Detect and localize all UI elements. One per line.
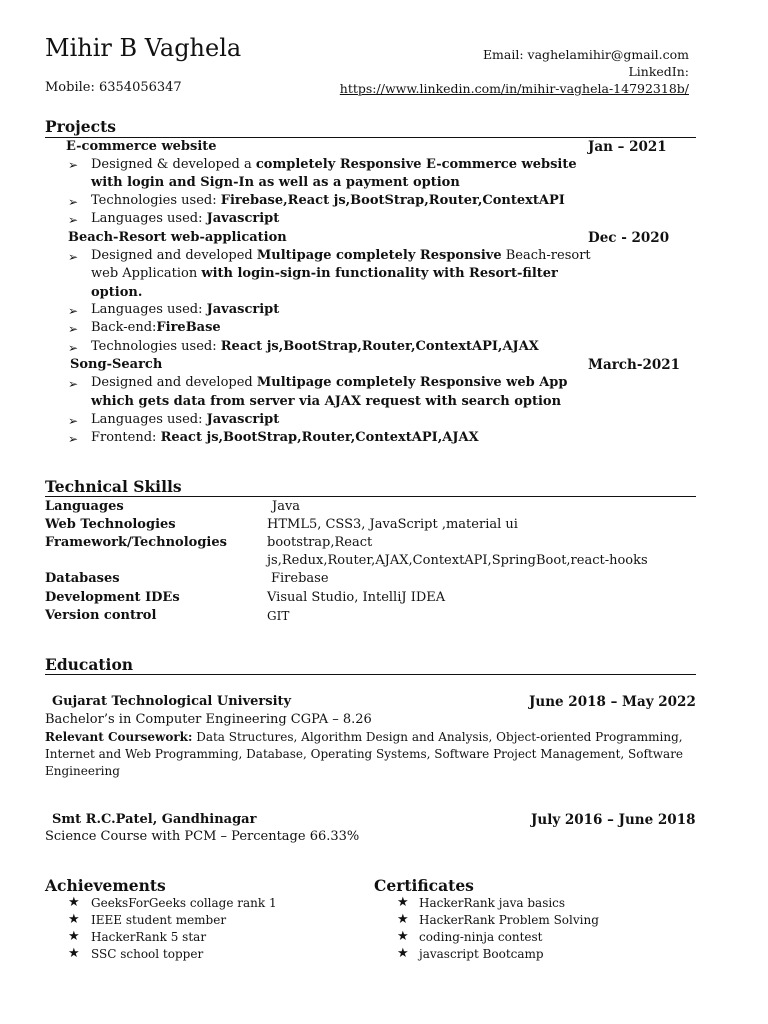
school-name: Gujarat Technological University [52,694,292,709]
achievement-item: SSC school topper [91,947,204,961]
star-bullet-icon: ★ [397,929,409,944]
projects-divider [45,137,696,138]
project-bullet-cont: web Application with login-sign-in functionality with Resort-filter [91,266,558,281]
star-bullet-icon: ★ [397,895,409,910]
coursework-line: Internet and Web Programming, Database, Operating Systems, Software Project Management, Software [45,747,684,761]
mobile-number: Mobile: 6354056347 [45,80,182,95]
star-bullet-icon: ★ [68,912,80,927]
skill-value: Visual Studio, IntelliJ IDEA [267,590,446,605]
arrow-bullet-icon: ➢ [68,304,79,318]
skill-value: Java [272,499,301,514]
arrow-bullet-icon: ➢ [68,158,79,172]
skill-value: js,Redux,Router,AJAX,ContextAPI,SpringBoot,react-hooks [267,553,648,568]
arrow-bullet-icon: ➢ [68,195,79,209]
star-bullet-icon: ★ [397,946,409,961]
course: Science Course with PCM – Percentage 66.33% [45,829,360,844]
achievement-item: HackerRank 5 star [91,930,207,944]
education-divider [45,674,696,675]
project-bullet: Technologies used: Firebase,React js,BootStrap,Router,ContextAPI [91,193,565,208]
skill-key: Framework/Technologies [45,535,227,550]
project-date: March-2021 [588,357,681,373]
project-name: Song-Search [70,357,163,372]
achievement-item: GeeksForGeeks collage rank 1 [91,896,277,910]
achievements-heading: Achievements [45,876,166,895]
arrow-bullet-icon: ➢ [68,414,79,428]
arrow-bullet-icon: ➢ [68,250,79,264]
project-bullet: Designed and developed Multipage completely Responsive Beach-resort [91,248,591,263]
skill-key: Web Technologies [45,517,176,532]
project-bullet: Languages used: Javascript [91,302,280,317]
project-date: Dec - 2020 [588,230,670,246]
certificate-item: javascript Bootcamp [419,947,544,961]
project-bullet: Back-end:FireBase [91,320,221,335]
school-name: Smt R.C.Patel, Gandhinagar [52,812,257,827]
project-bullet: Frontend: React js,BootStrap,Router,ContextAPI,AJAX [91,430,479,445]
education-date: June 2018 – May 2022 [529,694,696,710]
skill-key: Development IDEs [45,590,180,605]
skill-key: Databases [45,571,120,586]
coursework-line: Engineering [45,764,120,778]
arrow-bullet-icon: ➢ [68,213,79,227]
arrow-bullet-icon: ➢ [68,432,79,446]
coursework-line: Relevant Coursework: Data Structures, Algorithm Design and Analysis, Object-oriented Programming, [45,730,683,744]
education-heading: Education [45,655,134,674]
star-bullet-icon: ★ [68,946,80,961]
project-bullet-cont: option. [91,285,143,300]
skills-divider [45,496,696,497]
project-bullet: Designed and developed Multipage completely Responsive web App [91,375,568,390]
projects-heading: Projects [45,117,116,136]
skills-heading: Technical Skills [45,477,182,496]
resume-name: Mihir B Vaghela [45,34,242,62]
project-name: E-commerce website [66,139,217,154]
certificates-heading: Certificates [374,876,474,895]
project-bullet: Languages used: Javascript [91,211,280,226]
project-bullet: Designed & developed a completely Responsive E-commerce website [91,157,577,172]
skill-key: Version control [45,608,157,623]
arrow-bullet-icon: ➢ [68,377,79,391]
star-bullet-icon: ★ [397,912,409,927]
project-name: Beach-Resort web-application [68,230,287,245]
project-date: Jan – 2021 [588,139,667,155]
achievement-item: IEEE student member [91,913,227,927]
certificate-item: HackerRank java basics [419,896,566,910]
certificate-item: HackerRank Problem Solving [419,913,599,927]
skill-key: Languages [45,499,124,514]
skill-value: HTML5, CSS3, JavaScript ,material ui [267,517,518,532]
skill-value: Firebase [271,571,329,586]
arrow-bullet-icon: ➢ [68,322,79,336]
project-bullet: Languages used: Javascript [91,412,280,427]
certificate-item: coding-ninja contest [419,930,543,944]
arrow-bullet-icon: ➢ [68,341,79,355]
project-bullet-cont: with login and Sign-In as well as a payment option [91,175,460,190]
email: Email: vaghelamihir@gmail.com [482,47,689,62]
skill-value: GIT [267,609,290,623]
education-date: July 2016 – June 2018 [531,812,696,828]
linkedin-link[interactable]: https://www.linkedin.com/in/mihir-vaghela-14792318b/ [339,81,689,96]
linkedin-label: LinkedIn: [628,64,689,79]
project-bullet: Technologies used: React js,BootStrap,Router,ContextAPI,AJAX [91,339,539,354]
project-bullet-cont: which gets data from server via AJAX request with search option [91,394,562,409]
star-bullet-icon: ★ [68,895,80,910]
skill-value: bootstrap,React [267,535,373,550]
star-bullet-icon: ★ [68,929,80,944]
degree: Bachelor’s in Computer Engineering CGPA – 8.26 [45,712,372,727]
